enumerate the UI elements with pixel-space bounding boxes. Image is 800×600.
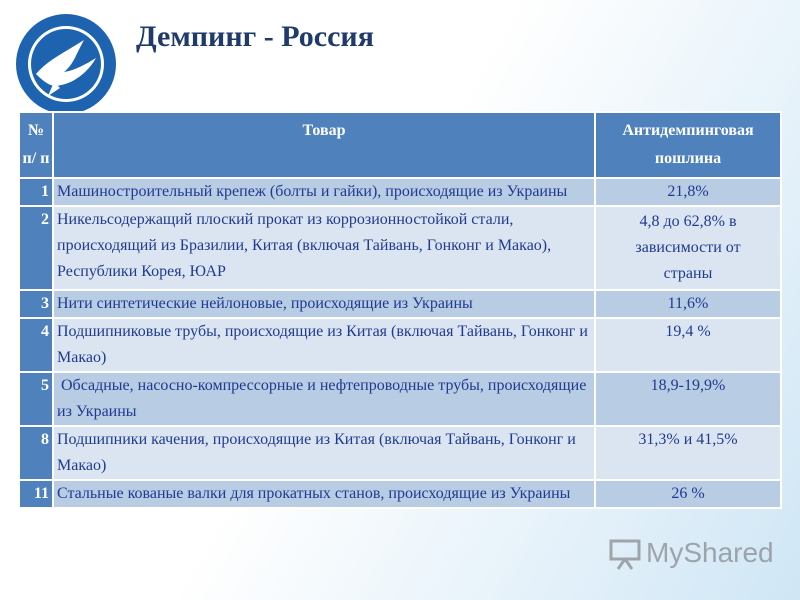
row-duty: 31,3% и 41,5%: [595, 426, 781, 480]
row-item: Подшипниковые трубы, происходящие из Китая (включая Тайвань, Гонконг и Макао): [53, 318, 595, 372]
row-num: 3: [19, 290, 53, 318]
presentation-board-icon: [608, 537, 642, 571]
row-duty: 18,9-19,9%: [595, 372, 781, 426]
table-row: [19, 206, 781, 290]
row-num: 1: [19, 178, 53, 206]
row-num: 2: [19, 206, 53, 290]
row-item: Нити синтетические нейлоновые, происходящие из Украины: [53, 290, 595, 318]
row-num: 11: [19, 480, 53, 508]
dumping-table: [18, 111, 782, 509]
row-duty: 4,8 до 62,8% в зависимости от страны: [595, 206, 781, 290]
row-item: Машиностроительный крепеж (болты и гайки), происходящие из Украины: [53, 178, 595, 206]
table-row: [19, 178, 781, 206]
table-row: [19, 318, 781, 372]
bird-emblem-icon: [14, 12, 118, 116]
row-duty: 26 %: [595, 480, 781, 508]
watermark: [608, 535, 774, 575]
row-duty: 19,4 %: [595, 318, 781, 372]
table-row: [19, 480, 781, 508]
table-row: [19, 372, 781, 426]
row-item: Никельсодержащий плоский прокат из коррозионностойкой стали, происходящий из Бразилии, Китая (включая Тайвань, Гонконг и Макао), Республики Корея, ЮАР: [53, 206, 595, 290]
table-row: [19, 290, 781, 318]
header-item: Товар: [53, 112, 595, 178]
row-duty: 21,8%: [595, 178, 781, 206]
row-num: 5: [19, 372, 53, 426]
header-duty: Антидемпинговая пошлина: [595, 112, 781, 178]
table-row: [19, 426, 781, 480]
page-title: Демпинг - Россия: [136, 20, 374, 53]
watermark-text: MyShared: [646, 537, 774, 568]
row-duty: 11,6%: [595, 290, 781, 318]
header-num: № п/ п: [19, 112, 53, 178]
university-logo: [14, 12, 118, 116]
row-item: Подшипники качения, происходящие из Китая (включая Тайвань, Гонконг и Макао): [53, 426, 595, 480]
row-item: Обсадные, насосно-компрессорные и нефтепроводные трубы, происходящие из Украины: [53, 372, 595, 426]
row-num: 4: [19, 318, 53, 372]
row-item: Стальные кованые валки для прокатных станов, происходящие из Украины: [53, 480, 595, 508]
table-header-row: [19, 112, 781, 178]
row-num: 8: [19, 426, 53, 480]
